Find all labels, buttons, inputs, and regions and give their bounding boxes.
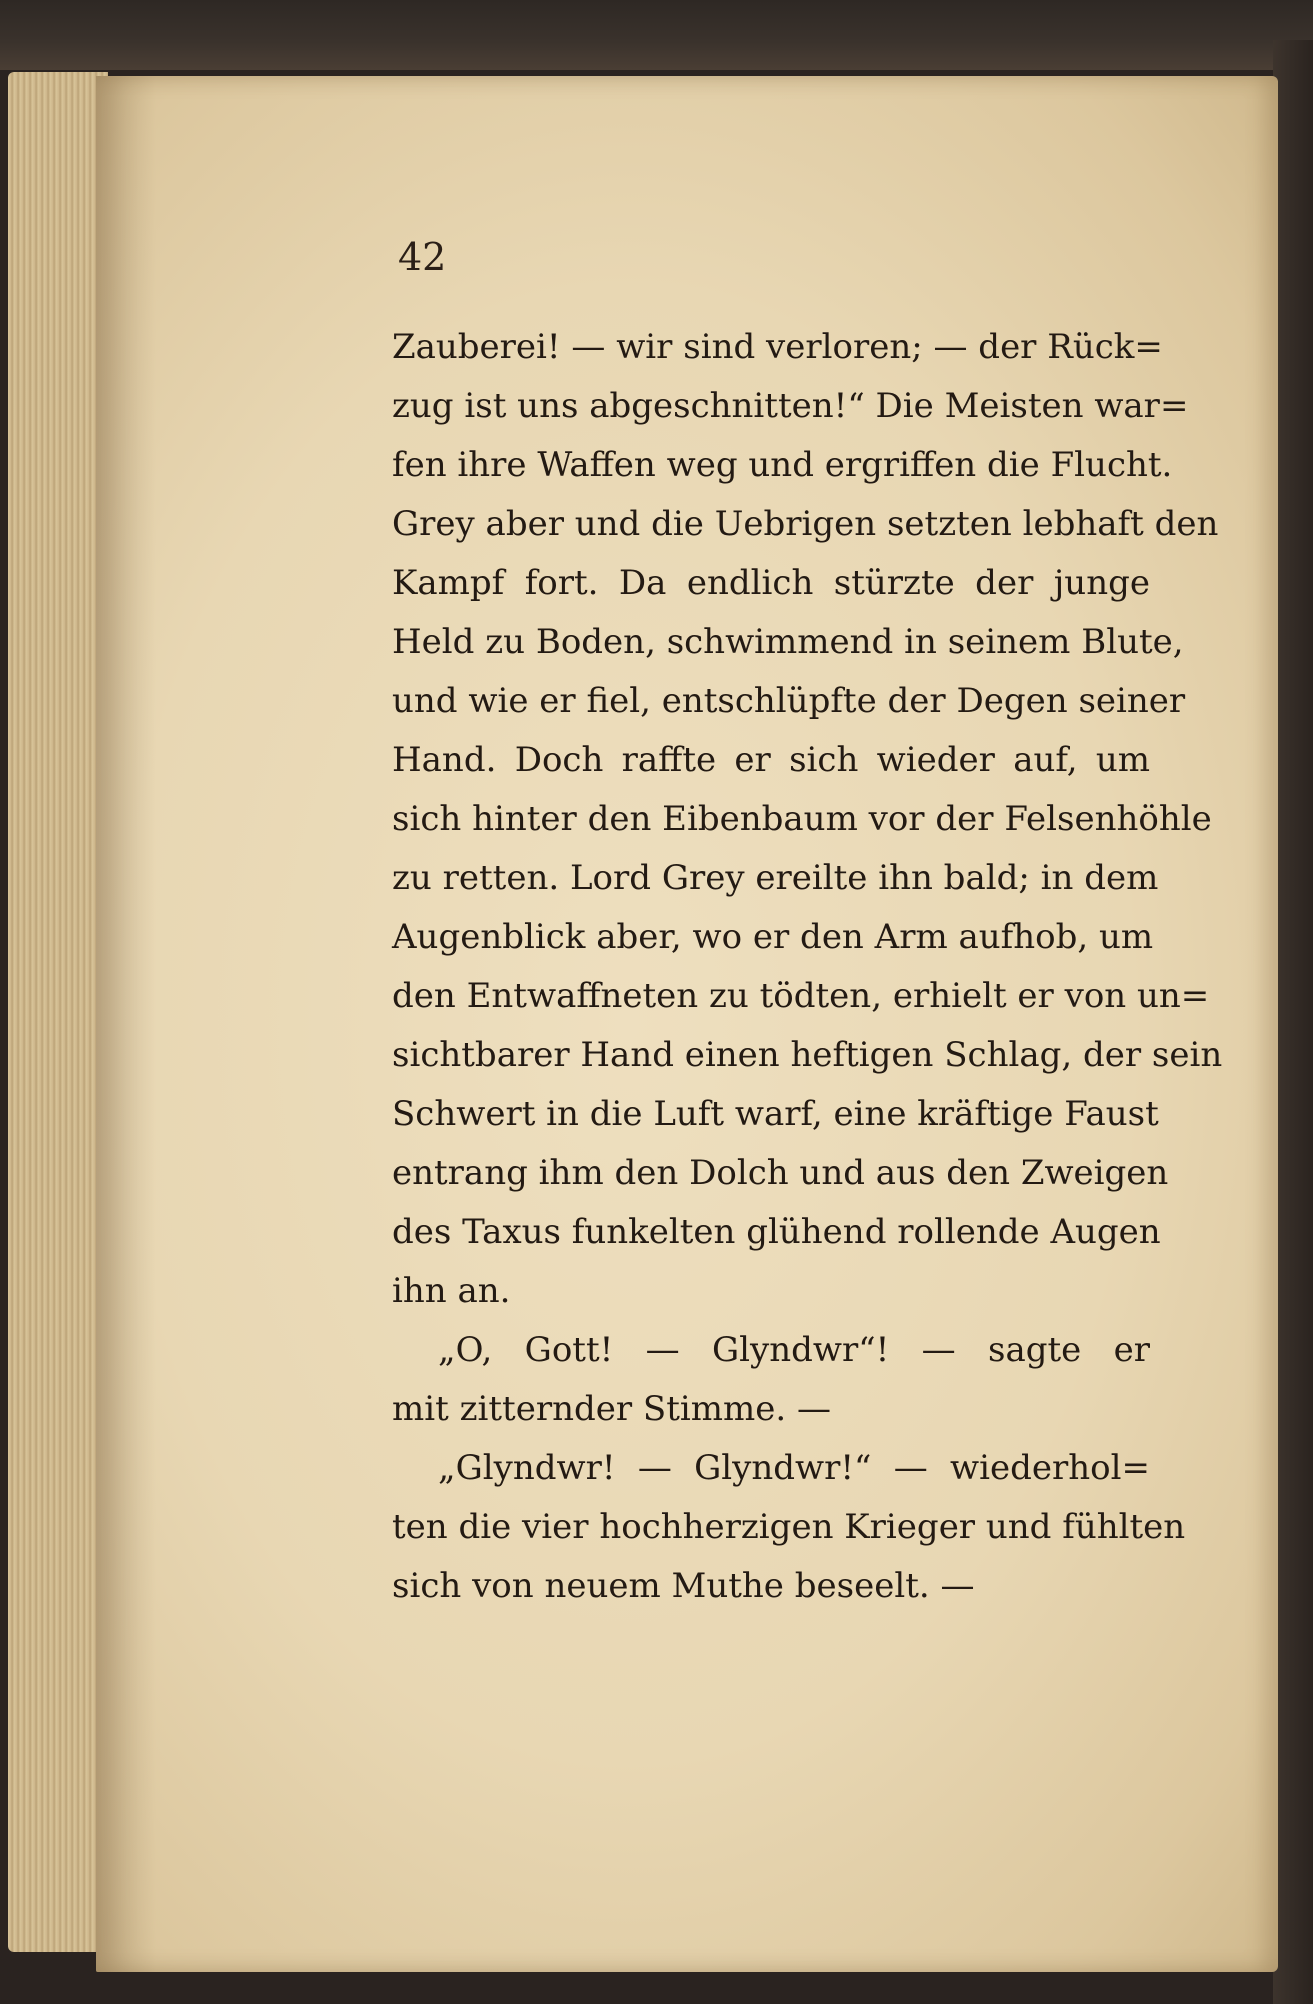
- text-line: des Taxus funkelten glühend rollende Augen: [392, 1212, 1161, 1252]
- text-line: sich von neuem Muthe beseelt. —: [392, 1566, 975, 1606]
- text-line: Grey aber und die Uebrigen setzten lebhaft den: [392, 504, 1219, 544]
- text-line: fen ihre Waffen weg und ergriffen die Flucht.: [392, 445, 1173, 485]
- text-line: „O, Gott! — Glyndwr“! — sagte er: [438, 1330, 1150, 1370]
- text-line: den Entwaffneten zu tödten, erhielt er von un=: [392, 976, 1210, 1016]
- text-line: zug ist uns abgeschnitten!“ Die Meisten war=: [392, 386, 1189, 426]
- page-number: 42: [398, 235, 447, 279]
- text-line: Hand. Doch raffte er sich wieder auf, um: [392, 740, 1150, 780]
- text-line: entrang ihm den Dolch und aus den Zweigen: [392, 1153, 1169, 1193]
- text-line: und wie er fiel, entschlüpfte der Degen seiner: [392, 681, 1186, 721]
- text-line: zu retten. Lord Grey ereilte ihn bald; in dem: [392, 858, 1159, 898]
- text-line: Schwert in die Luft warf, eine kräftige Faust: [392, 1094, 1159, 1134]
- page-stack-edge: [8, 72, 108, 1952]
- book-cover-top-edge: [0, 0, 1313, 70]
- text-line: ihn an.: [392, 1271, 511, 1311]
- text-line: ten die vier hochherzigen Krieger und fühlten: [392, 1507, 1186, 1547]
- text-line: sichtbarer Hand einen heftigen Schlag, der sein: [392, 1035, 1223, 1075]
- text-line: Augenblick aber, wo er den Arm aufhob, um: [392, 917, 1154, 957]
- gutter-shadow: [96, 76, 156, 1972]
- text-line: „Glyndwr! — Glyndwr!“ — wiederhol=: [438, 1448, 1150, 1488]
- text-line: Held zu Boden, schwimmend in seinem Blute,: [392, 622, 1184, 662]
- page-body-text: [392, 318, 1223, 1616]
- text-line: Zauberei! — wir sind verloren; — der Rück=: [392, 327, 1163, 367]
- text-line: Kampf fort. Da endlich stürzte der junge: [392, 563, 1150, 603]
- text-line: mit zitternder Stimme. —: [392, 1389, 831, 1429]
- text-line: sich hinter den Eibenbaum vor der Felsenhöhle: [392, 799, 1212, 839]
- book-cover-right-edge: [1273, 40, 1313, 2004]
